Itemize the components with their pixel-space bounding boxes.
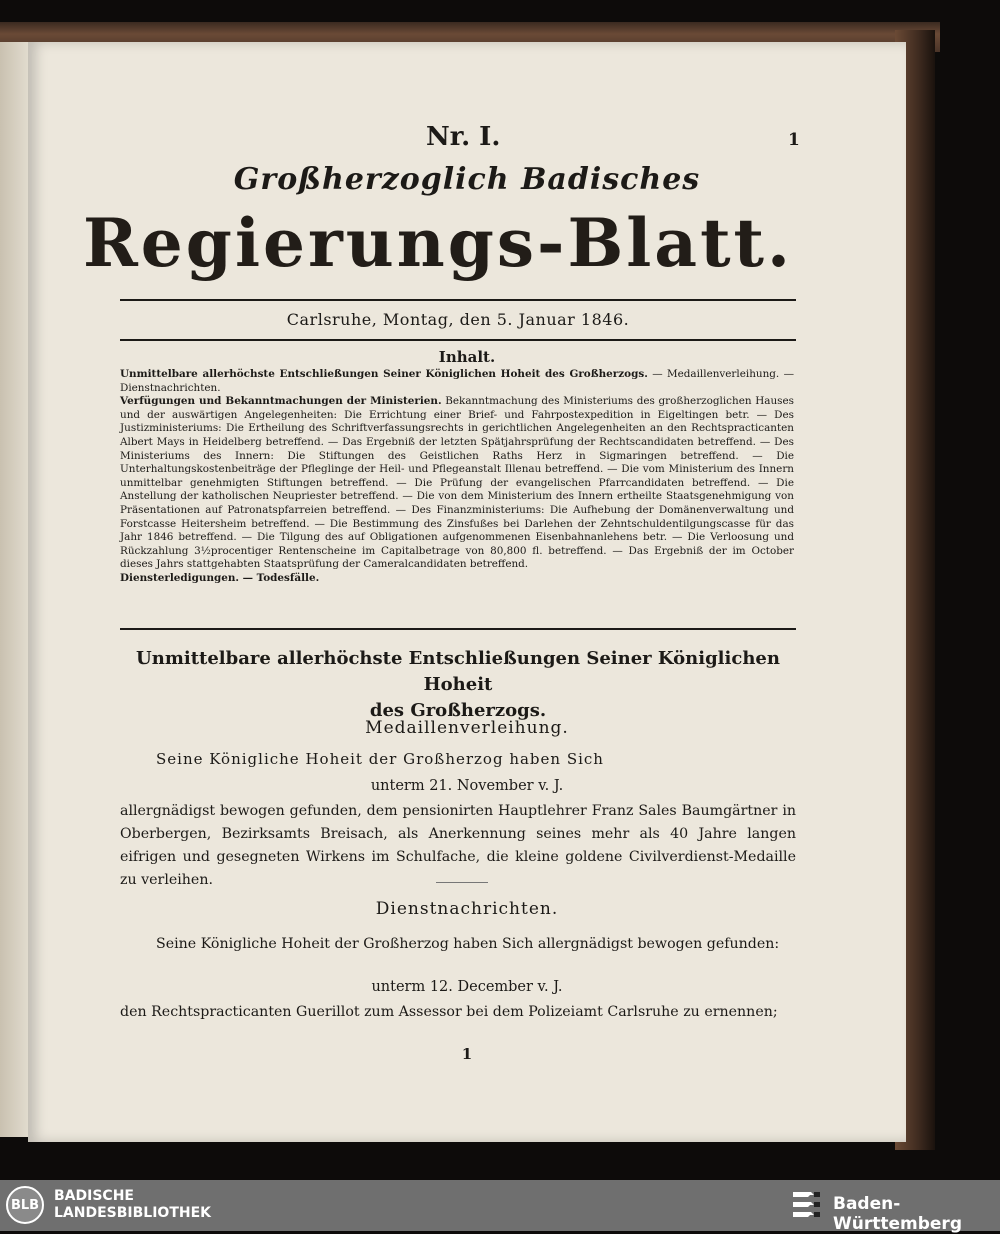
contents-p2-head: Verfügungen und Bekanntmachungen der Ministerien.	[120, 395, 442, 408]
contents-paragraph-1	[120, 368, 794, 395]
section-heading	[108, 646, 808, 724]
section-divider	[436, 882, 488, 883]
section-heading-line1: Unmittelbare allerhöchste Entschließungen Seiner Königlichen Hoheit	[136, 648, 780, 695]
state-name: Baden-Württemberg	[833, 1194, 962, 1234]
footer-banner	[0, 1180, 1000, 1234]
medal-date: unterm 21. November v. J.	[370, 778, 564, 794]
contents-rule	[120, 628, 796, 630]
blb-logo-icon: BLB	[6, 1186, 44, 1224]
facing-page-edge	[0, 42, 30, 1137]
baden-wuerttemberg-lions-icon	[790, 1188, 824, 1222]
service-text: den Rechtspracticanten Guerillot zum Assessor bei dem Polizeiamt Carlsruhe zu ernennen;	[120, 1004, 778, 1020]
service-intro: Seine Königliche Hoheit der Großherzog haben Sich allergnädigst bewogen gefunden:	[156, 936, 780, 952]
masthead-title: Regierungs-Blatt.	[82, 204, 794, 282]
contents-paragraph-2	[120, 395, 794, 572]
service-heading: Dienstnachrichten.	[375, 899, 559, 919]
medal-intro: Seine Königliche Hoheit der Großherzog haben Sich	[156, 750, 604, 768]
contents-heading: Inhalt.	[438, 348, 496, 366]
medal-heading: Medaillenverleihung.	[365, 718, 569, 738]
library-name-line1: BADISCHE	[54, 1188, 134, 1204]
table-of-contents	[120, 368, 794, 586]
library-name-line2: LANDESBIBLIOTHEK	[54, 1205, 212, 1221]
contents-p2-rest: Bekanntmachung des Ministeriums des großherzoglichen Hauses und der auswärtigen Angelegenheiten: Die Errichtung einer Brief- und Fahrpostexpedition in Eigeltingen betr. — Des Justizministeriums: Die Ertheilung des Schriftverfassungsrechts in gerichtlichen Angelegenheiten an den Rechtspracticanten Albert Mays in Heidelberg betreffend. — Das Ergebniß der letzten Spätjahrsprüfung der Rechtscandidaten betreffend. — Des Ministeriums des Innern: Die Stiftungen des Geistlichen Raths Herz in Sigmaringen betreffend. — Die Unterhaltungskostenbeiträge der Pfleglinge der Heil- und Pflegeanstalt Illenau betreffend. — Die vom Ministerium des Innern unmittelbar genehmigten Stiftungen betreffend. — Die Prüfung der evangelischen Pfarrcandidaten betreffend. — Die Anstellung der katholischen Neupriester betreffend. — Die von dem Ministerium des Innern ertheilte Staatsgenehmigung von Präsentationen auf Patronatspfarreien betreffend. — Des Finanzministeriums: Die Aufhebung der Domänenverwaltung und Forstcasse Heitersheim betreffend. — Die Bestimmung des Zinsfußes bei Darlehen der Zehntschuldentilgungscasse für das Jahr 1846 betreffend. — Die Tilgung des auf Obligationen aufgenommenen Eisenbahnanlehens betr. — Die Verloosung und Rückzahlung 3½procentiger Rentenscheine im Capitalbetrage von 80,800 fl. betreffend. — Das Ergebniß der im October dieses Jahrs stattgehabten Staatsprüfung der Cameralcandidaten betreffend.	[120, 395, 794, 571]
page-number: 1	[788, 130, 800, 150]
section-heading-line2: des Großherzogs.	[369, 700, 547, 721]
service-date: unterm 12. December v. J.	[371, 979, 563, 995]
issue-number: Nr. I.	[426, 122, 501, 152]
dateline-rule	[120, 339, 796, 341]
contents-p1-head: Unmittelbare allerhöchste Entschließungen Seiner Königlichen Hoheit des Großherzogs.	[120, 368, 648, 380]
contents-paragraph-3: Diensterledigungen. — Todesfälle.	[120, 571, 320, 584]
dateline: Carlsruhe, Montag, den 5. Januar 1846.	[286, 310, 630, 329]
footer-page-number: 1	[461, 1045, 473, 1063]
masthead-rule	[120, 299, 796, 301]
medal-text: allergnädigst bewogen gefunden, dem pensionirten Hauptlehrer Franz Sales Baumgärtner in Oberbergen, Bezirksamts Breisach, als Anerkennung seines mehr als 40 Jahre langen eifrigen und gesegneten Wirkens im Schulfache, die kleine goldene Civilverdienst-Medaille zu verleihen.	[120, 803, 796, 888]
document-page	[28, 42, 906, 1142]
masthead-subtitle: Großherzoglich Badisches	[233, 162, 701, 197]
library-name	[54, 1188, 211, 1222]
contents-p1-rest: — Medaillenverleihung. — Dienstnachrichten.	[120, 368, 794, 394]
